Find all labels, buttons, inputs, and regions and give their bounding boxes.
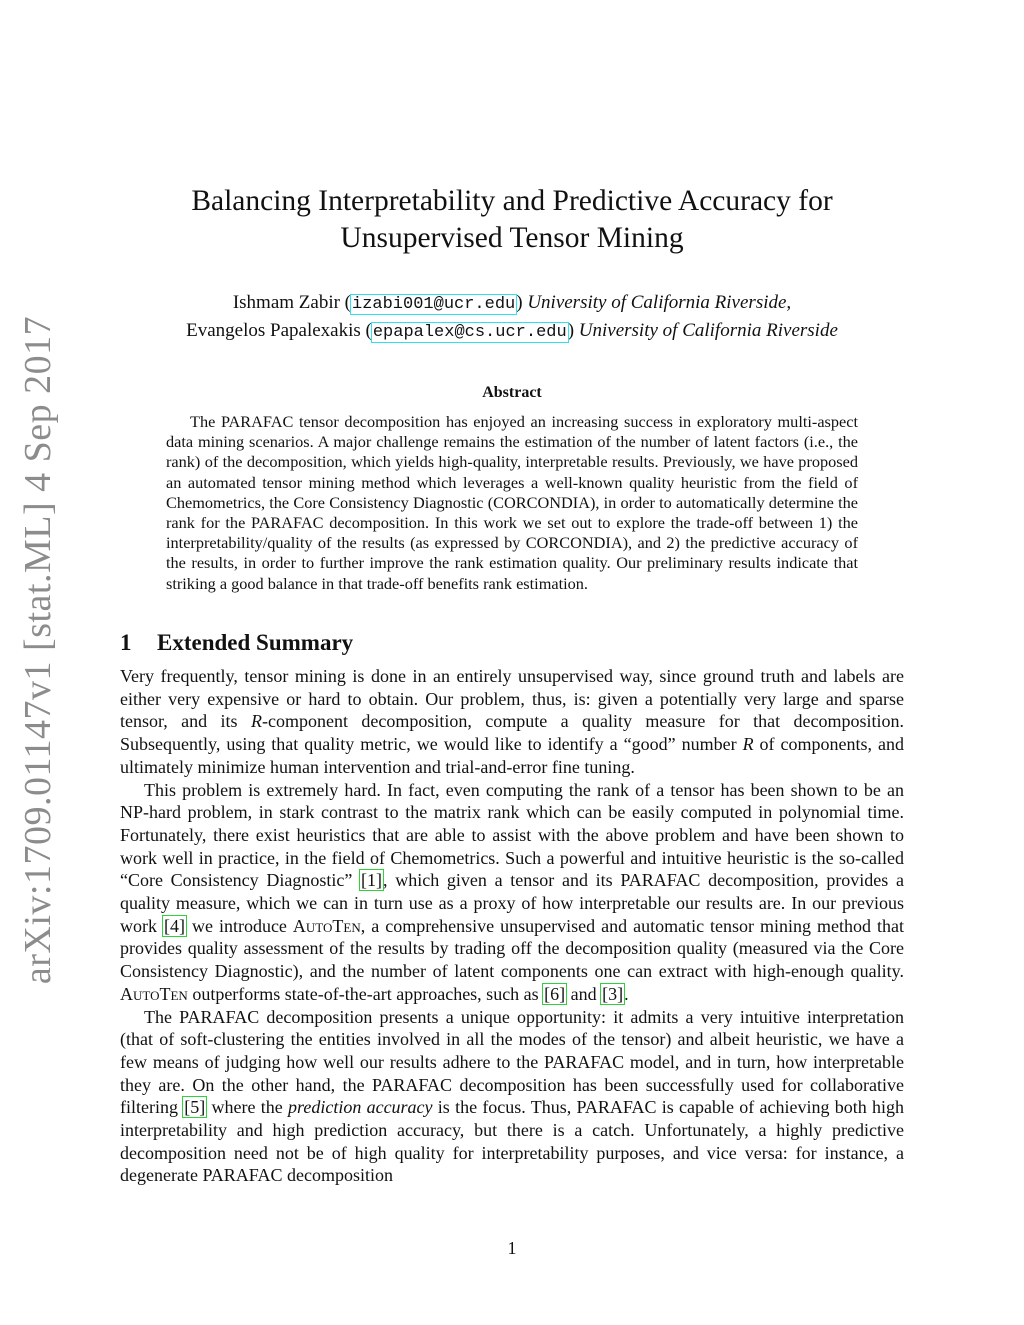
text-run: The PARAFAC decomposition presents a unique opportunity: it admits a very intuitive interpretation (that of soft-clustering the entities involved in all the modes of the tensor) and albeit heuristic, we have a few means of judging how well our results adhere to the PARAFAC model, and in turn, how interpretable they are. On the other hand, the PARAFAC decomposition has been successfully used for collaborative filtering: [120, 1006, 904, 1118]
author-line-1: [0, 290, 1024, 318]
text-run: , which given a tensor and its PARAFAC decomposition, provides a quality measure, which we can in turn use as a proxy of how interpretable our results are. In our previous work: [120, 870, 904, 936]
method-name: AutoTen: [120, 983, 188, 1004]
author-name: Evangelos Papalexakis (: [186, 320, 372, 341]
text-run: .: [624, 983, 629, 1004]
emphasis-text: prediction accuracy: [288, 1097, 433, 1118]
text-run: , a comprehensive unsupervised and automatic tensor mining method that provides quality assessment of the results by trading off the decomposition quality (measured via the Core Consistency Diagnostic), and the number of latent components one can extract with high-enough quality.: [120, 915, 904, 982]
text-run: is the focus. Thus, PARAFAC is capable of achieving both high interpretability and high prediction accuracy, but there is a catch. Unfortunately, a highly predictive decomposition need not be of high quality for interpretability purposes, and vice versa: for instance, a degenerate PARAFAC decomposition: [120, 1097, 905, 1186]
author-email-link[interactable]: izabi001@ucr.edu: [352, 295, 516, 314]
citation-link[interactable]: [1]: [361, 870, 383, 891]
paper-title: [0, 183, 1024, 257]
author-paren-close: ): [516, 292, 523, 313]
citation-link[interactable]: [3]: [602, 983, 624, 1004]
text-run: and: [566, 983, 602, 1004]
paragraph-2: [120, 779, 904, 1006]
abstract-heading: Abstract: [482, 384, 542, 401]
citation-link[interactable]: [4]: [163, 915, 185, 936]
abstract-text: The PARAFAC tensor decomposition has enjoyed an increasing success in exploratory multi-aspect data mining scenarios. A major challenge remains the estimation of the number of latent factors (i.e., the rank) of the decomposition, which yields high-quality, interpretable results. Previously, we have proposed an automated tensor mining method which leverages a well-known quality heuristic from the field of Chemometrics, the Core Consistency Diagnostic (CORCONDIA), in order to automatically determine the rank for the PARAFAC decomposition. In this work we set out to explore the trade-off between 1) the interpretability/quality of the results (as expressed by CORCONDIA), and 2) the predictive accuracy of the results, in order to further improve the rank estimation quality. Our preliminary results indicate that striking a good balance in that trade-off benefits rank estimation.: [166, 412, 858, 593]
citation-link[interactable]: [6]: [544, 983, 566, 1004]
paper-title-line-2: Unsupervised Tensor Mining: [340, 222, 684, 254]
paragraph-3: [120, 1006, 904, 1188]
text-run: outperforms state-of-the-art approaches, such as: [187, 983, 544, 1004]
author-affiliation: University of California Riverside,: [527, 292, 792, 313]
author-email-link[interactable]: epapalex@cs.ucr.edu: [372, 323, 567, 342]
author-affiliation: University of California Riverside: [578, 320, 838, 341]
arxiv-identifier-stamp: arXiv:1709.01147v1 [stat.ML] 4 Sep 2017: [17, 315, 59, 985]
citation-link[interactable]: [5]: [184, 1097, 206, 1118]
text-run: This problem is extremely hard. In fact, even computing the rank of a tensor has been shown to be an NP-hard problem, in stark contrast to the matrix rank which can be easily computed in polynomial time. Fortunately, there exist heuristics that are able to assist with the above problem and have been shown to work well in practice, in the field of Chemometrics. Such a powerful and intuitive heuristic is the so-called “Core Consistency Diagnostic”: [120, 779, 904, 891]
text-run: where the: [206, 1097, 288, 1118]
method-name: AutoTen: [292, 915, 361, 936]
text-run: Very frequently, tensor mining is done in an entirely unsupervised way, since ground truth and labels are either very expensive or hard to obtain. Our problem, thus, is: given a potentially very large and sparse tensor, and its: [120, 666, 904, 732]
author-paren-close: ): [567, 320, 575, 341]
body-text: [120, 665, 904, 1187]
page-number: 1: [507, 1238, 517, 1258]
author-name: Ishmam Zabir (: [232, 292, 351, 313]
section-number: 1: [120, 630, 132, 655]
text-run: -component decomposition, compute a quality measure for that decomposition. Subsequently, using that quality metric, we would like to identify a “good” number: [120, 711, 905, 755]
author-line-2: [0, 318, 1024, 346]
math-symbol-r: R: [742, 734, 754, 755]
text-run: we introduce: [185, 915, 293, 936]
text-run: of components, and ultimately minimize human intervention and trial-and-error fine tuning.: [120, 734, 904, 777]
math-symbol-r: R: [250, 711, 262, 732]
paragraph-1: [120, 665, 904, 779]
author-block: [0, 290, 1024, 346]
section-heading: [120, 630, 353, 656]
paper-title-line-1: Balancing Interpretability and Predictive Accuracy for: [191, 185, 833, 217]
section-title: Extended Summary: [157, 630, 354, 655]
